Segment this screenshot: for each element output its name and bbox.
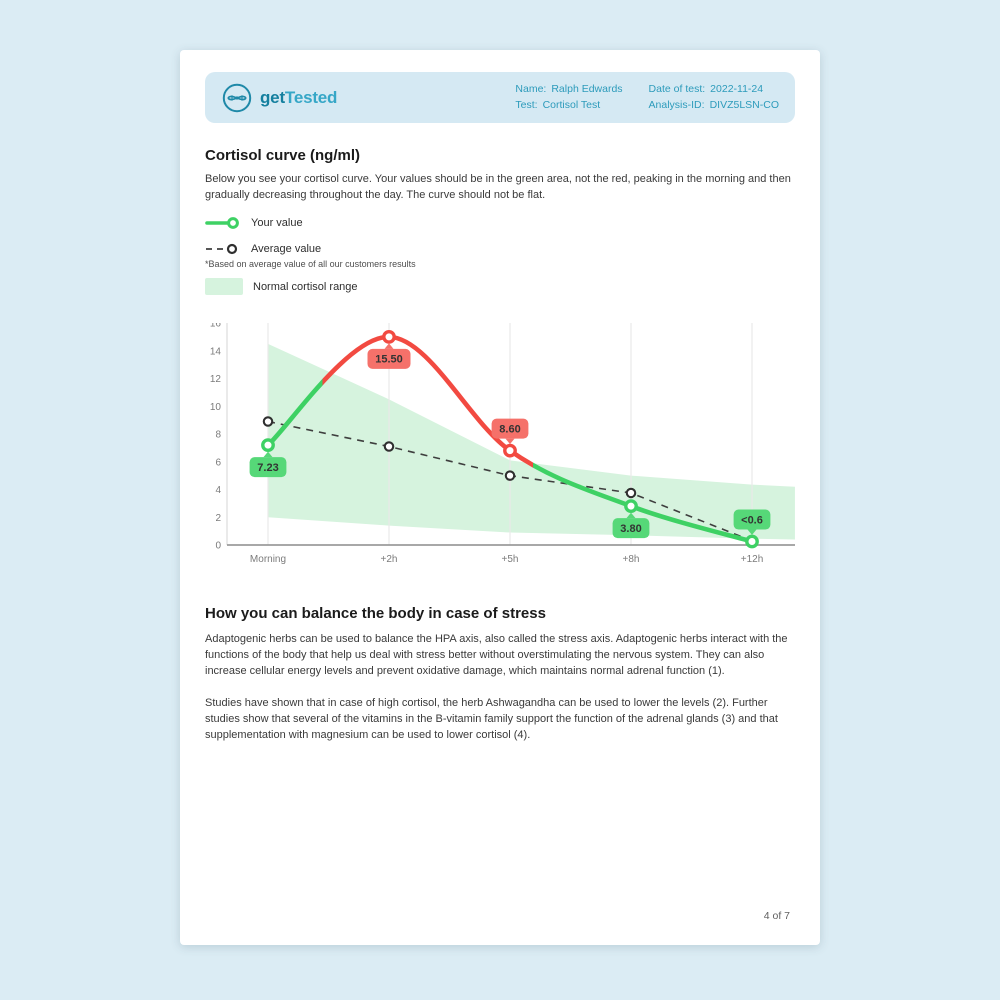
x-tick-label: +12h [740,554,764,565]
y-tick-label: 2 [215,512,221,524]
header-field-date: Date of test: 2022-11-24 [648,83,764,95]
average-marker [264,417,272,425]
y-tick-label: 4 [215,485,221,496]
y-tick-label: 10 [209,401,221,413]
header-field-analysis-id: Analysis-ID: DIVZ5LSN-CO [648,99,779,111]
y-tick-label: 8 [215,429,221,441]
legend-average-footnote: *Based on average value of all our customers results [205,259,416,269]
x-tick-label: +2h [380,554,398,565]
report-header [205,72,795,123]
dna-circle-icon [221,82,253,114]
report-page [180,50,820,945]
y-tick-label: 16 [209,323,221,330]
value-badge-label: 8.60 [499,423,521,436]
legend-average-value-label: Average value [251,243,322,255]
header-field-test: Test: Cortisol Test [515,99,601,111]
your-value-marker [263,440,273,450]
y-tick-label: 14 [209,346,221,358]
stress-section-title: How you can balance the body in case of stress [205,605,546,622]
your-value-marker [626,501,636,511]
brand-name: getTested [260,87,338,107]
normal-range-swatch [205,278,243,295]
value-badge [368,343,411,369]
your-value-line-icon [205,216,241,230]
your-value-marker [384,332,394,342]
x-tick-label: Morning [249,554,287,565]
value-badge-label: 15.50 [375,353,403,366]
cortisol-chart-svg [205,323,795,575]
value-badge-label: <0.6 [741,514,763,527]
stress-paragraph-1: Adaptogenic herbs can be used to balance the HPA axis, also called the stress axis. Adaptogenic herbs interact with the functions of the body that help us deal with stress better without overstimulating the nervous system. They can also increase cellular energy levels and prevent oxidative damage, which maintains normal adrenal function (1). [205,633,788,677]
page-number: 4 of 7 [763,910,790,922]
your-value-marker [747,536,757,546]
legend-normal-range-label: Normal cortisol range [253,280,358,293]
value-badge-label: 3.80 [620,522,642,535]
cortisol-chart [205,323,795,575]
stress-paragraph-2: Studies have shown that in case of high cortisol, the herb Ashwagandha can be used to lower the levels (2). Further studies show that several of the vitamins in the B-vitamin family support the function of the adrenal glands (3) and that supplementation with magnesium can be used to lower cortisol (4). [205,697,778,741]
x-tick-label: +8h [622,554,640,565]
cortisol-curve-title: Cortisol curve (ng/ml) [205,147,361,164]
average-marker [385,442,393,450]
average-marker [506,471,514,479]
legend-your-value [205,216,303,230]
brand-logo [221,82,337,114]
average-value-line-icon [205,242,241,256]
legend-average-value [205,242,321,256]
legend-your-value-label: Your value [251,217,303,229]
value-badge-label: 7.23 [257,461,279,474]
normal-range-band [268,344,795,540]
average-marker [627,489,635,497]
header-field-name: Name: Ralph Edwards [515,83,623,95]
header-fields [515,83,779,112]
y-tick-label: 6 [215,457,221,469]
y-tick-label: 0 [215,540,221,552]
cortisol-curve-description: Below you see your cortisol curve. Your values should be in the green area, not the red, peaking in the morning and then gradually decreasing throughout the day. The curve should not be flat. [205,173,791,201]
y-tick-label: 12 [209,374,221,385]
legend-normal-range [205,278,358,295]
your-value-marker [505,445,515,455]
x-tick-label: +5h [501,554,519,565]
